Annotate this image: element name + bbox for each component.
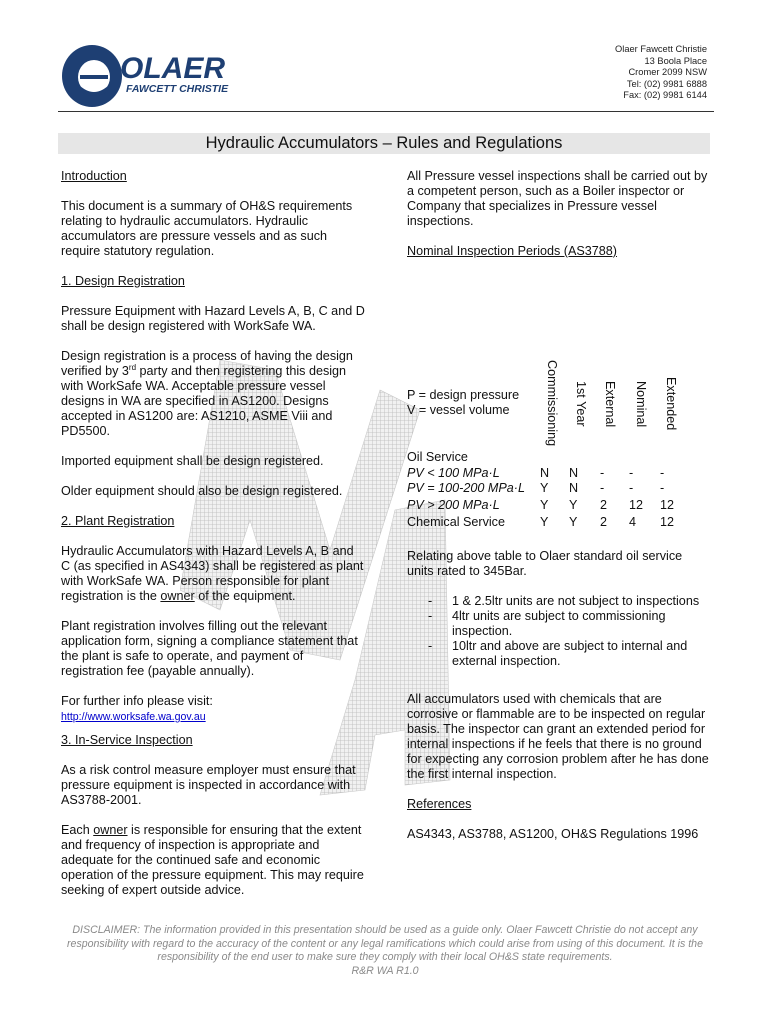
- table-cell: N: [569, 481, 579, 495]
- table-cell: Y: [540, 481, 549, 495]
- introduction-heading: Introduction: [61, 169, 127, 183]
- inspection-periods-table: [407, 264, 712, 484]
- row-label: Oil Service: [407, 450, 468, 464]
- col-header-external: External: [603, 381, 617, 428]
- table-cell: -: [600, 481, 605, 495]
- table-cell: Y: [540, 498, 549, 512]
- table-row: [407, 515, 707, 530]
- right-column: [407, 169, 712, 842]
- col-header-1st-year: 1st Year: [574, 381, 588, 427]
- disclaimer: [60, 924, 710, 978]
- further-info-text: For further info please visit:: [61, 694, 213, 708]
- table-cell: -: [600, 466, 605, 480]
- unit-inspection-list: [407, 594, 712, 669]
- table-cell: Y: [569, 515, 578, 529]
- logo-subtitle: FAWCETT CHRISTIE: [126, 83, 229, 95]
- col-header-extended: Extended: [664, 377, 678, 431]
- references-heading: References: [407, 797, 472, 811]
- col-header-commissioning: Commissioning: [545, 360, 559, 447]
- legend-volume: V = vessel volume: [407, 403, 510, 417]
- table-cell: -: [629, 481, 634, 495]
- design-registration-p1: Pressure Equipment with Hazard Levels A, B, C and D shall be design registered with WorkSafe WA.: [61, 304, 365, 333]
- worksafe-link[interactable]: http://www.worksafe.wa.gov.au: [61, 711, 206, 723]
- row-label: PV > 200 MPa·L: [407, 498, 500, 512]
- table-cell: 12: [660, 498, 675, 512]
- plant-registration-p2: Plant registration involves filling out the relevant application form, signing a compliance statement that the plant is safe to operate, and payment of registration fee (payable annually).: [61, 619, 358, 678]
- fax: Fax: (02) 9981 6144: [623, 90, 707, 101]
- table-row: [407, 498, 707, 513]
- list-item: - 4ltr units are subject to commissioning inspection.: [407, 609, 712, 639]
- contact-block: [615, 44, 707, 102]
- table-cell: -: [629, 466, 634, 480]
- table-row: [407, 466, 707, 481]
- table-cell: 4: [629, 515, 637, 529]
- telephone: Tel: (02) 9981 6888: [626, 78, 707, 89]
- references-text: AS4343, AS3788, AS1200, OH&S Regulations 1996: [407, 827, 699, 841]
- suburb-address: Cromer 2099 NSW: [628, 67, 707, 78]
- olaer-logo: [58, 40, 258, 110]
- table-cell: -: [660, 466, 665, 480]
- left-column: [61, 169, 366, 898]
- company-name: Olaer Fawcett Christie: [615, 44, 707, 54]
- list-item: - 10ltr and above are subject to internal and external inspection.: [407, 639, 712, 669]
- legend-pressure: P = design pressure: [407, 388, 520, 402]
- plant-registration-p1: Hydraulic Accumulators with Hazard Levels A, B and C (as specified in AS4343) shall be registered as plant with WorkSafe WA. Person responsible for plant registration is the owner of the equipment.: [61, 544, 364, 603]
- design-registration-p4: Older equipment should also be design registered.: [61, 484, 343, 498]
- page-title: Hydraulic Accumulators – Rules and Regulations: [205, 134, 563, 152]
- table-row: [407, 450, 707, 465]
- table-cell: 12: [629, 498, 644, 512]
- plant-registration-heading: 2. Plant Registration: [61, 514, 175, 528]
- header-divider: [58, 111, 714, 112]
- design-registration-heading: 1. Design Registration: [61, 274, 185, 288]
- table-cell: 2: [600, 515, 608, 529]
- inspection-table-heading: Nominal Inspection Periods (AS3788): [407, 244, 618, 258]
- in-service-p1: As a risk control measure employer must ensure that pressure equipment is inspected in accordance with AS3788-2001.: [61, 763, 356, 807]
- table-cell: 2: [600, 498, 608, 512]
- relating-text: Relating above table to Olaer standard oil service units rated to 345Bar.: [407, 549, 683, 578]
- row-label: Chemical Service: [407, 515, 505, 529]
- col-header-nominal: Nominal: [634, 381, 648, 428]
- table-cell: Y: [540, 515, 549, 529]
- table-rows-bottom: [407, 481, 712, 549]
- table-cell: N: [540, 466, 550, 480]
- disclaimer-text: DISCLAIMER: The information provided in this presentation should be used as a guide only. Olaer Fawcett Christie do not accept any responsibility with regard to the accuracy of the content or any legal ramifications which could arise from using of this document. It is the responsibility of the end user to make sure they comply with their local OH&S state requirements.: [67, 924, 703, 964]
- in-service-heading: 3. In-Service Inspection: [61, 733, 193, 747]
- row-label: PV < 100 MPa·L: [407, 466, 500, 480]
- table-row: [407, 481, 707, 496]
- table-cell: N: [569, 466, 579, 480]
- table-cell: 12: [660, 515, 675, 529]
- design-registration-p2: Design registration is a process of having the design verified by 3rd party and then registering this design with WorkSafe WA. Acceptable pressure vessel designs in WA are specified in AS1200. Designs accepted in AS1200 are: AS1210, ASME Viii and PD5500.: [61, 349, 353, 438]
- chemicals-text: All accumulators used with chemicals that are corrosive or flammable are to be inspected on regular basis. The inspector can grant an extended period for internal inspections if he feels that there is no ground for expecting any corrosion problem after he has done the first internal inspection.: [407, 692, 709, 781]
- design-registration-p3: Imported equipment shall be design registered.: [61, 454, 324, 468]
- document-reference: R&R WA R1.0: [351, 964, 419, 977]
- in-service-p2: Each owner is responsible for ensuring that the extent and frequency of inspection is appropriate and adequate for the continued safe and economic operation of the pressure equipment. This may require seeking of expert outside advice.: [61, 823, 364, 897]
- list-item: - 1 & 2.5ltr units are not subject to inspections: [407, 594, 712, 609]
- inspections-intro: All Pressure vessel inspections shall be carried out by a competent person, such as a Boiler inspector or Company that specializes in Pressure vessel inspections.: [407, 169, 708, 228]
- logo-wordmark: OLAER: [120, 52, 225, 85]
- table-cell: -: [660, 481, 665, 495]
- row-label: PV = 100-200 MPa·L: [407, 481, 525, 495]
- introduction-text: This document is a summary of OH&S requirements relating to hydraulic accumulators. Hydraulic accumulators are pressure vessels and as such require statutory regulation.: [61, 199, 353, 258]
- table-cell: Y: [569, 498, 578, 512]
- street-address: 13 Boola Place: [644, 55, 707, 66]
